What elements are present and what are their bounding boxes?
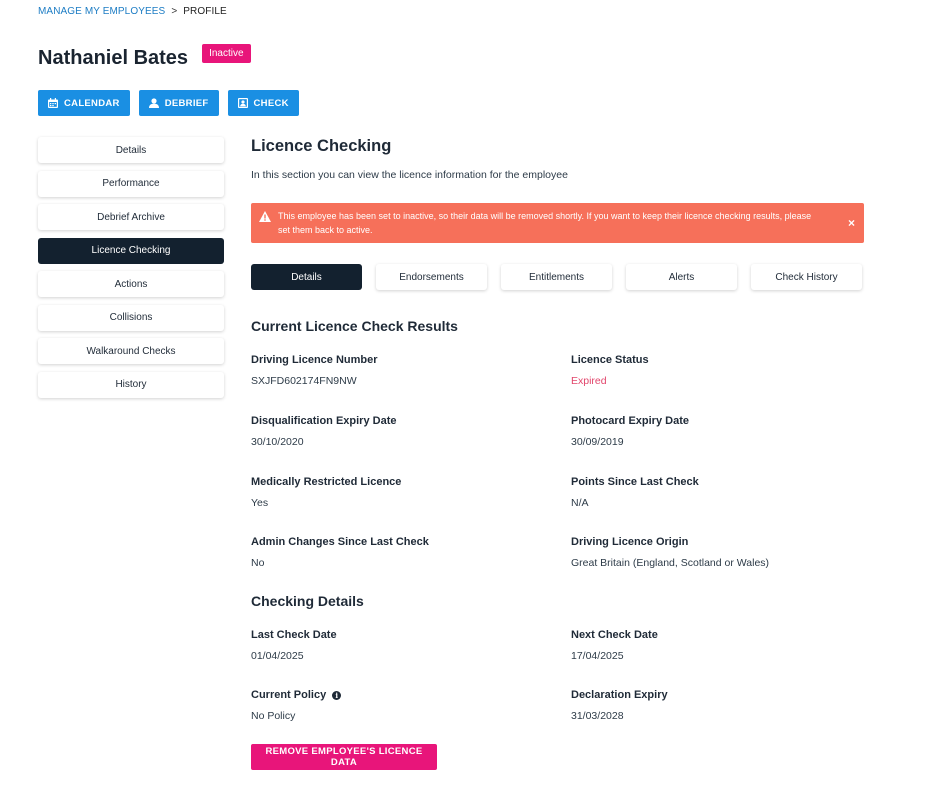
sidebar-item-debrief-archive[interactable]: Debrief Archive	[38, 204, 224, 230]
field-medically-restricted	[251, 476, 401, 509]
calendar-button-label: CALENDAR	[64, 97, 120, 109]
sidebar	[38, 137, 224, 405]
section-description: In this section you can view the licence information for the employee	[251, 169, 568, 181]
sidebar-item-collisions[interactable]: Collisions	[38, 305, 224, 331]
field-value: 30/09/2019	[571, 436, 624, 448]
current-policy-label: Current Policy	[251, 689, 327, 701]
breadcrumb-manage-employees-link[interactable]: MANAGE MY EMPLOYEES	[38, 6, 166, 17]
remove-licence-data-button[interactable]: REMOVE EMPLOYEE'S LICENCE DATA	[251, 744, 437, 770]
field-label: Photocard Expiry Date	[571, 415, 689, 427]
field-value: 01/04/2025	[251, 650, 304, 662]
field-next-check-date	[571, 629, 658, 662]
calendar-button[interactable]	[38, 90, 130, 116]
tab-alerts[interactable]: Alerts	[626, 264, 737, 290]
status-badge: Inactive	[202, 44, 250, 63]
tab-details[interactable]: Details	[251, 264, 362, 290]
field-admin-changes	[251, 536, 429, 569]
close-icon[interactable]: ×	[847, 216, 855, 230]
field-label	[251, 689, 341, 701]
debrief-button[interactable]	[139, 90, 219, 116]
field-photocard-expiry	[571, 415, 689, 448]
page-title: Nathaniel Bates	[38, 47, 189, 69]
title-row	[38, 44, 251, 72]
field-value: No	[251, 557, 265, 569]
field-label: Disqualification Expiry Date	[251, 415, 397, 427]
action-bar	[38, 90, 299, 116]
main-content	[251, 137, 865, 768]
field-value: 17/04/2025	[571, 650, 624, 662]
field-value: Great Britain (England, Scotland or Wales)	[571, 557, 770, 569]
field-label: Driving Licence Origin	[571, 536, 689, 548]
check-button[interactable]	[228, 90, 299, 116]
results-heading: Current Licence Check Results	[251, 318, 458, 334]
sidebar-item-details[interactable]: Details	[38, 137, 224, 163]
check-button-label: CHECK	[253, 97, 289, 109]
field-label: Last Check Date	[251, 629, 337, 641]
field-label: Driving Licence Number	[251, 354, 378, 366]
field-last-check-date	[251, 629, 337, 662]
sidebar-item-licence-checking[interactable]: Licence Checking	[38, 238, 224, 264]
sidebar-item-performance[interactable]: Performance	[38, 171, 224, 197]
breadcrumb	[38, 6, 227, 17]
field-value: N/A	[571, 497, 589, 509]
warning-icon	[259, 211, 271, 222]
sidebar-item-history[interactable]: History	[38, 372, 224, 398]
breadcrumb-separator: >	[171, 6, 178, 17]
inactive-alert	[251, 203, 864, 243]
user-icon	[149, 98, 159, 108]
field-value: SXJFD602174FN9NW	[251, 375, 357, 387]
field-label: Admin Changes Since Last Check	[251, 536, 429, 548]
id-card-icon	[238, 98, 248, 108]
tab-entitlements[interactable]: Entitlements	[501, 264, 612, 290]
field-licence-number	[251, 354, 378, 387]
checking-heading: Checking Details	[251, 593, 364, 609]
field-declaration-expiry	[571, 689, 668, 722]
field-value: 30/10/2020	[251, 436, 304, 448]
field-label: Medically Restricted Licence	[251, 476, 402, 488]
tab-bar	[251, 264, 862, 290]
field-current-policy	[251, 689, 341, 722]
sidebar-item-walkaround-checks[interactable]: Walkaround Checks	[38, 338, 224, 364]
sidebar-item-actions[interactable]: Actions	[38, 271, 224, 297]
debrief-button-label: DEBRIEF	[164, 97, 209, 109]
breadcrumb-current: PROFILE	[183, 6, 227, 17]
field-licence-status	[571, 354, 649, 387]
alert-message: This employee has been set to inactive, so their data will be removed shortly. If you want to keep their licence checking results, please set them back to active.	[278, 211, 812, 235]
field-disqualification-expiry	[251, 415, 396, 448]
field-value: No Policy	[251, 710, 296, 722]
info-icon[interactable]: i	[332, 691, 341, 700]
section-title: Licence Checking	[251, 137, 392, 155]
field-label: Points Since Last Check	[571, 476, 699, 488]
field-points-since-last-check	[571, 476, 699, 509]
field-value: Yes	[251, 497, 269, 509]
field-value: 31/03/2028	[571, 710, 624, 722]
field-licence-origin	[571, 536, 769, 569]
tab-endorsements[interactable]: Endorsements	[376, 264, 487, 290]
field-label: Licence Status	[571, 354, 649, 366]
field-label: Next Check Date	[571, 629, 658, 641]
tab-check-history[interactable]: Check History	[751, 264, 862, 290]
calendar-icon	[48, 98, 58, 108]
licence-status-value: Expired	[571, 375, 607, 387]
field-label: Declaration Expiry	[571, 689, 668, 701]
